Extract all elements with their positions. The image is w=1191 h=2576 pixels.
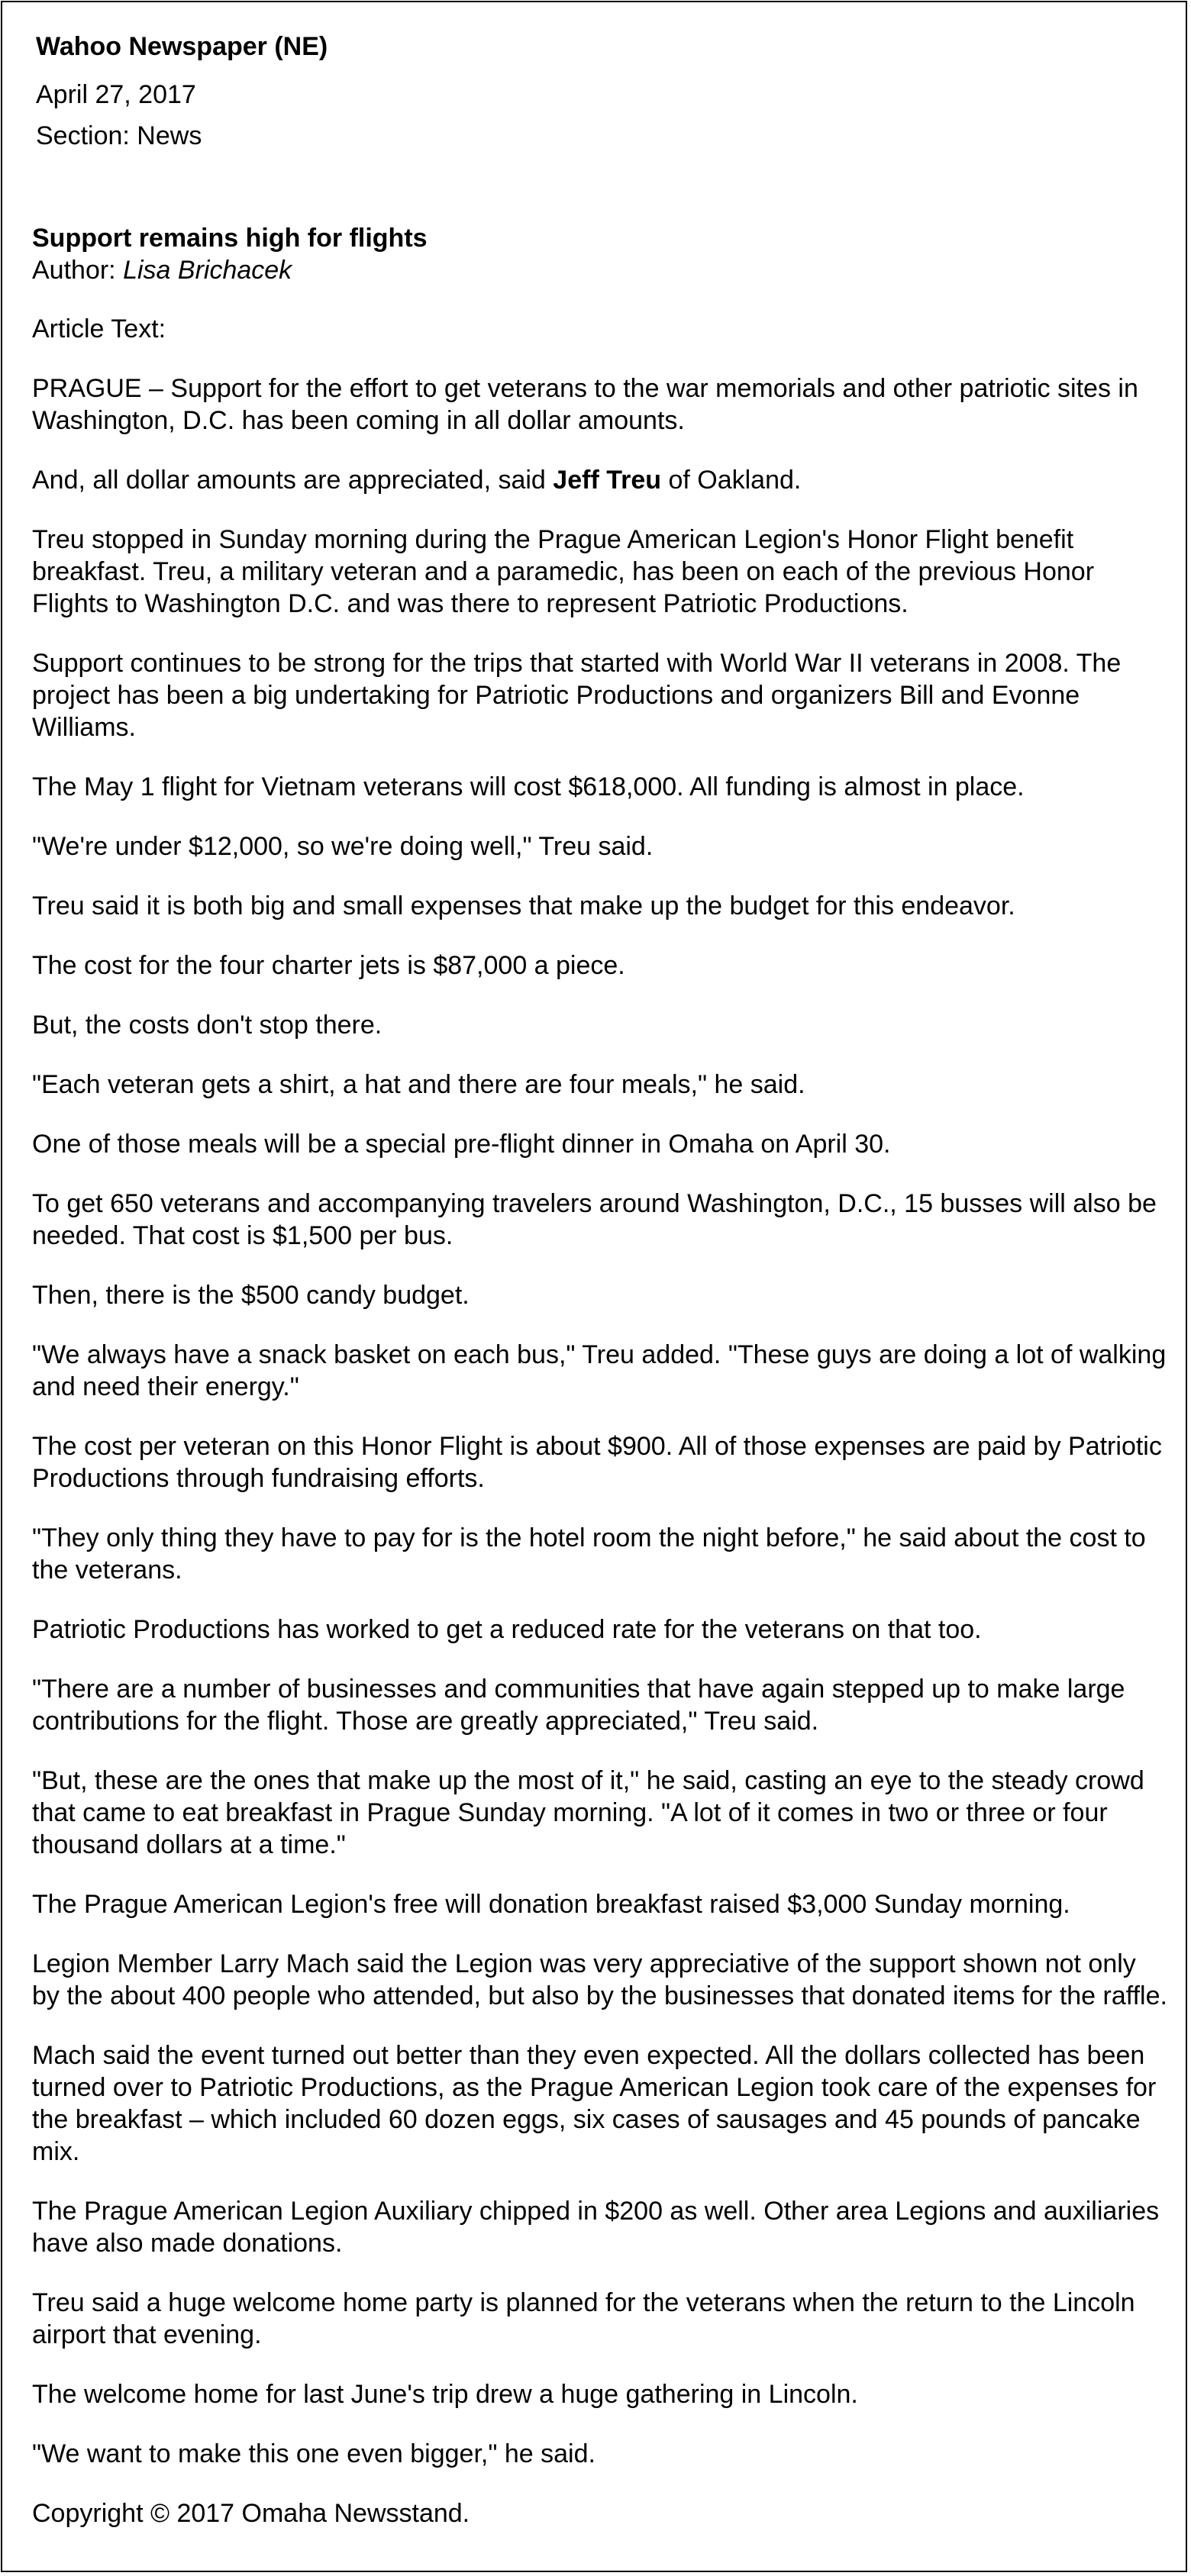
paragraph: Treu said it is both big and small expenses that make up the budget for this endeavor. (32, 891, 1015, 920)
author-name: Lisa Brichacek (123, 256, 292, 285)
person-name: Jeff Treu (553, 466, 662, 495)
author-label: Author: (32, 256, 124, 285)
paragraph: "There are a number of businesses and communities that have again stepped up to make large contributions for the flight. Those are greatly appreciated," Treu said. (32, 1675, 1125, 1736)
paragraph: Treu said a huge welcome home party is planned for the veterans when the return to the Lincoln airport that evening. (32, 2288, 1135, 2349)
document-frame (1, 1, 1187, 2572)
section-label: Section: News (36, 121, 202, 150)
paragraph: "But, these are the ones that make up the most of it," he said, casting an eye to the steady crowd that came to eat breakfast in Prague Sunday morning. "A lot of it comes in two or three or four thousand dollars at a time." (32, 1766, 1144, 1859)
article-headline: Support remains high for flights (32, 224, 428, 253)
paragraph: "We want to make this one even bigger," he said. (32, 2439, 596, 2468)
paragraph: Treu stopped in Sunday morning during the Prague American Legion's Honor Flight benefit breakfast. Treu, a military veteran and a paramedic, has been on each of the previous Honor Flights to Washington D.C. and was there to represent Patriotic Productions. (32, 525, 1095, 618)
paragraph: Patriotic Productions has worked to get a reduced rate for the veterans on that too. (32, 1615, 982, 1644)
article-body (32, 313, 1170, 2529)
paragraph: Support continues to be strong for the trips that started with World War II veterans in 2008. The project has been a big undertaking for Patriotic Productions and organizers Bill and Evonne Williams. (32, 649, 1122, 742)
paragraph: The welcome home for last June's trip drew a huge gathering in Lincoln. (32, 2380, 858, 2409)
paragraph: The Prague American Legion Auxiliary chipped in $200 as well. Other area Legions and auxiliaries have also made donations. (32, 2197, 1160, 2258)
paragraph: "We always have a snack basket on each bus," Treu added. "These guys are doing a lot of walking and need their energy." (32, 1340, 1167, 1401)
paragraph: The cost per veteran on this Honor Flight is about $900. All of those expenses are paid by Patriotic Productions through fundraising efforts. (32, 1432, 1162, 1493)
paragraph: "Each veteran gets a shirt, a hat and there are four meals," he said. (32, 1070, 805, 1099)
article (32, 222, 1170, 2557)
paragraph: The cost for the four charter jets is $87,000 a piece. (32, 951, 625, 980)
article-text-label: Article Text: (32, 314, 166, 343)
paragraph: Then, there is the $500 candy budget. (32, 1281, 470, 1310)
paragraph-text: And, all dollar amounts are appreciated, said (32, 466, 554, 495)
article-byline (32, 254, 1170, 286)
paragraph-text: of Oakland. (661, 466, 802, 495)
masthead (36, 27, 1166, 156)
paragraph: PRAGUE – Support for the effort to get veterans to the war memorials and other patriotic sites in Washington, D.C. has been coming in all dollar amounts. (32, 374, 1138, 435)
copyright-notice: Copyright © 2017 Omaha Newsstand. (32, 2499, 470, 2528)
publication-date: April 27, 2017 (36, 80, 196, 109)
paragraph: But, the costs don't stop there. (32, 1011, 382, 1040)
paragraph: Mach said the event turned out better than they even expected. All the dollars collected has been turned over to Patriotic Productions, as the Prague American Legion took care of the expenses for the breakfast – which included 60 dozen eggs, six cases of sausages and 45 pounds of pancake mix. (32, 2041, 1157, 2166)
paragraph: To get 650 veterans and accompanying travelers around Washington, D.C., 15 busses will also be needed. That cost is $1,500 per bus. (32, 1189, 1157, 1250)
paragraph: "We're under $12,000, so we're doing well," Treu said. (32, 832, 654, 861)
paragraph: The Prague American Legion's free will donation breakfast raised $3,000 Sunday morning. (32, 1890, 1070, 1919)
paragraph (32, 464, 1170, 496)
newspaper-name: Wahoo Newspaper (NE) (36, 32, 328, 61)
paragraph: "They only thing they have to pay for is the hotel room the night before," he said about the cost to the veterans. (32, 1523, 1146, 1585)
paragraph: One of those meals will be a special pre-flight dinner in Omaha on April 30. (32, 1130, 891, 1159)
paragraph: Legion Member Larry Mach said the Legion was very appreciative of the support shown not only by the about 400 people who attended, but also by the businesses that donated items for the raffle. (32, 1949, 1167, 2010)
paragraph: The May 1 flight for Vietnam veterans will cost $618,000. All funding is almost in place. (32, 772, 1025, 801)
